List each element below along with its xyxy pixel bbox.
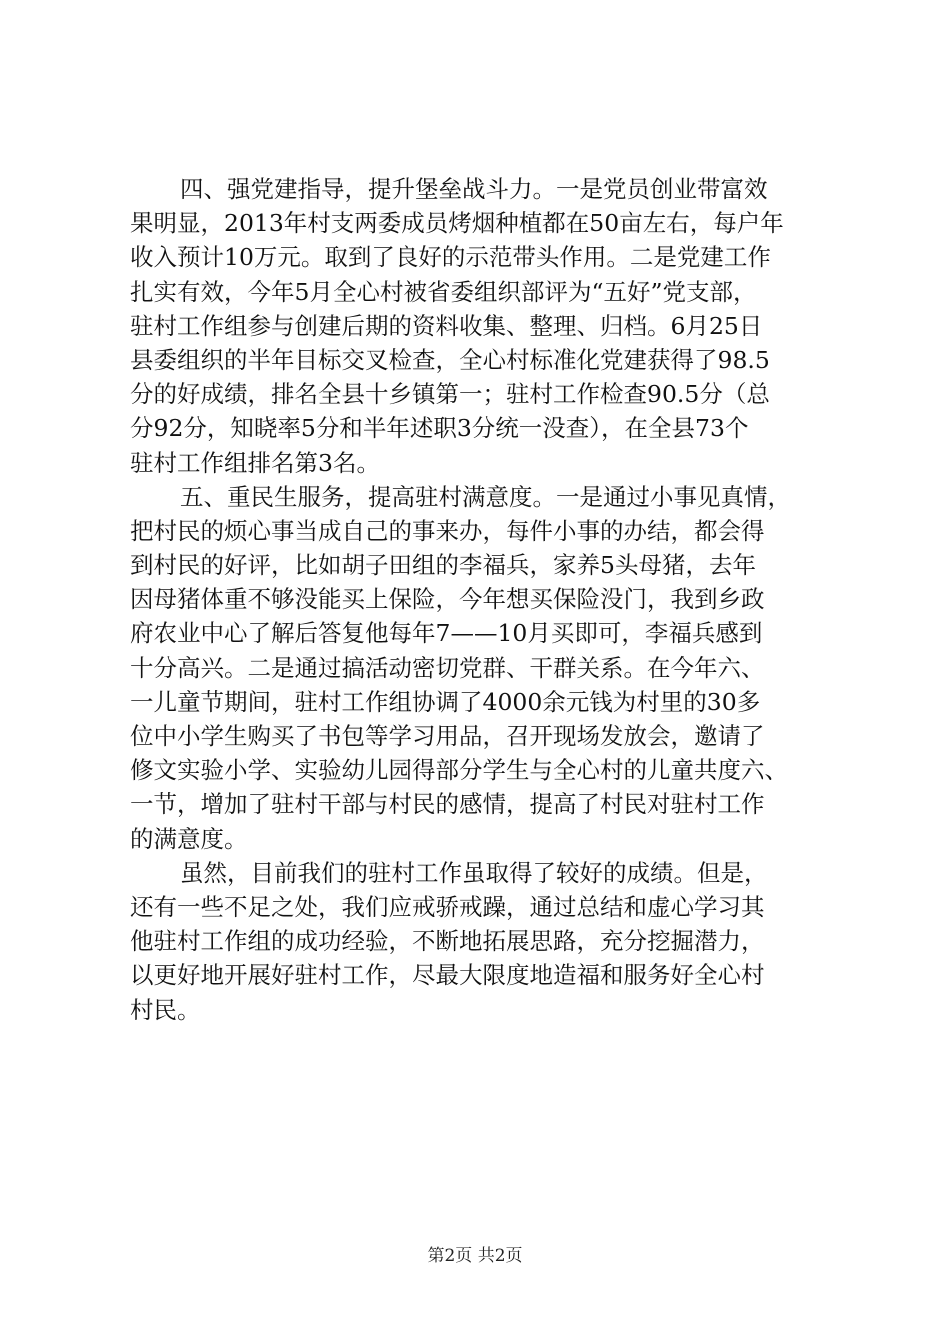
closing-paragraph-line: 还有一些不足之处，我们应戒骄戒躁，通过总结和虚心学习其 bbox=[130, 892, 765, 921]
paragraph-5-line: 五、重民生服务，提高驻村满意度。一是通过小事见真情， bbox=[180, 482, 791, 511]
paragraph-4-line: 县委组织的半年目标交叉检查，全心村标准化党建获得了98.5 bbox=[130, 345, 770, 374]
paragraph-5-line: 修文实验小学、实验幼儿园得部分学生与全心村的儿童共度六、 bbox=[130, 756, 788, 785]
paragraph-5-line: 位中小学生购买了书包等学习用品，召开现场发放会，邀请了 bbox=[130, 722, 765, 750]
paragraph-4-line: 果明显，2013年村支两委成员烤烟种植都在50亩左右，每户年 bbox=[130, 209, 784, 238]
paragraph-4-line: 四、强党建指导，提升堡垒战斗力。一是党员创业带富效 bbox=[180, 175, 768, 203]
closing-paragraph-line: 他驻村工作组的成功经验，不断地拓展思路，充分挖掘潜力， bbox=[130, 927, 765, 956]
paragraph-4-line: 驻村工作组参与创建后期的资料收集、整理、归档。6月25日 bbox=[130, 311, 763, 340]
closing-paragraph-line: 以更好地开展好驻村工作，尽最大限度地造福和服务好全心村 bbox=[130, 961, 765, 990]
paragraph-5-line: 府农业中心了解后答复他每年7——10月买即可，李福兵感到 bbox=[130, 619, 763, 648]
paragraph-4-line: 分92分，知晓率5分和半年述职3分统一没查），在全县73个 bbox=[130, 414, 749, 443]
paragraph-5-line: 一节，增加了驻村干部与村民的感情，提高了村民对驻村工作 bbox=[130, 790, 765, 819]
paragraph-4-line: 驻村工作组排名第3名。 bbox=[130, 448, 380, 477]
page-number-footer: 第2页 共2页 bbox=[427, 1246, 523, 1266]
closing-paragraph-line: 村民。 bbox=[130, 995, 201, 1024]
paragraph-5-line: 一儿童节期间，驻村工作组协调了4000余元钱为村里的30多 bbox=[130, 687, 761, 716]
paragraph-4-line: 收入预计10万元。取到了良好的示范带头作用。二是党建工作 bbox=[130, 243, 771, 272]
paragraph-5-line: 把村民的烦心事当成自己的事来办，每件小事的办结，都会得 bbox=[130, 516, 765, 545]
document-body bbox=[130, 172, 830, 1027]
paragraph-5-line: 到村民的好评，比如胡子田组的李福兵，家养5头母猪，去年 bbox=[130, 551, 756, 580]
paragraph-5-line: 的满意度。 bbox=[130, 824, 248, 853]
closing-paragraph-line: 虽然，目前我们的驻村工作虽取得了较好的成绩。但是， bbox=[180, 858, 768, 887]
paragraph-4-line: 扎实有效，今年5月全心村被省委组织部评为“五好”党支部， bbox=[130, 277, 757, 306]
paragraph-5-line: 十分高兴。二是通过搞活动密切党群、干群关系。在今年六、 bbox=[130, 653, 765, 682]
paragraph-4-line: 分的好成绩，排名全县十乡镇第一；驻村工作检查90.5分（总 bbox=[130, 380, 770, 409]
paragraph-5-line: 因母猪体重不够没能买上保险，今年想买保险没门，我到乡政 bbox=[130, 585, 765, 614]
